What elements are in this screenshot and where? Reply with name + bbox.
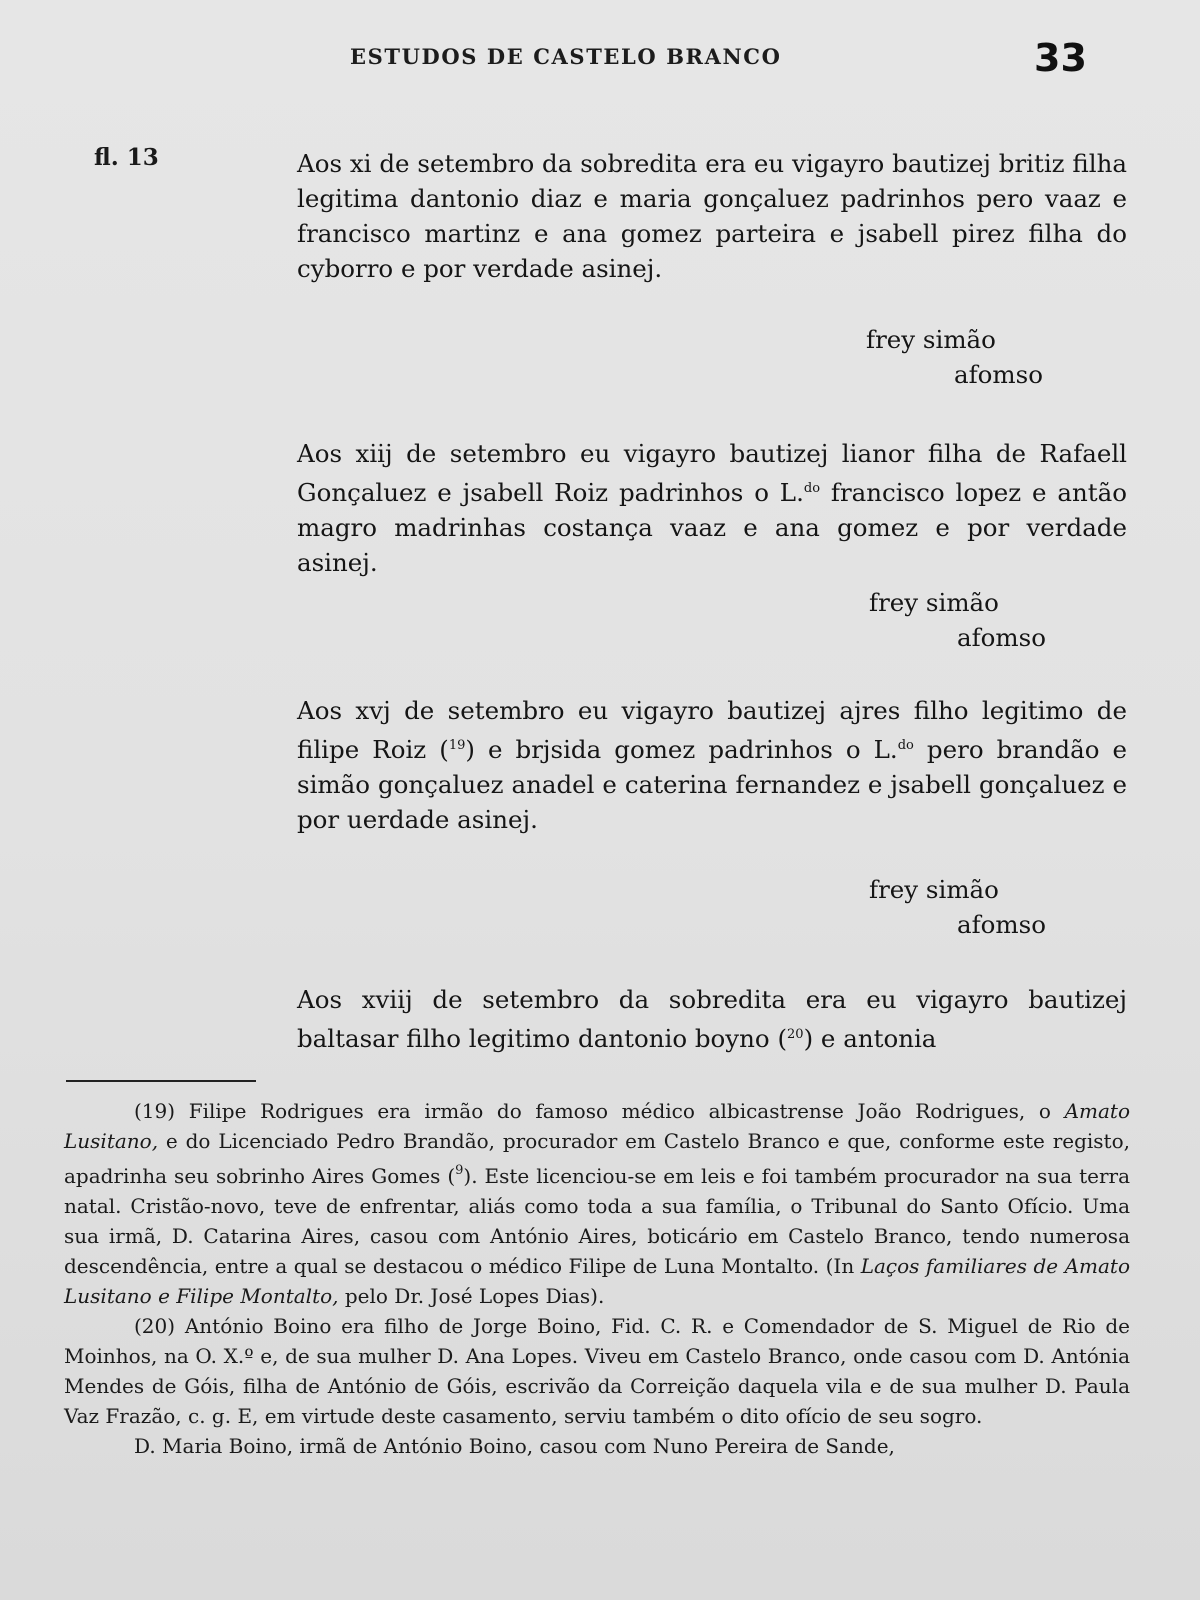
footnote-text: pelo Dr. José Lopes Dias). bbox=[338, 1284, 605, 1308]
footnotes bbox=[64, 1096, 1130, 1461]
entry-text: pero brandão e simão gonçaluez anadel e caterina fernandez e jsabell gonçaluez e por uerdade asinej. bbox=[297, 735, 1127, 834]
baptism-entry-3 bbox=[297, 693, 1127, 837]
page-number: 33 bbox=[1034, 36, 1087, 80]
entry-text: Aos xviij de setembro da sobredita era eu vigayro bautizej baltasar filho legitimo dantonio boyno ( bbox=[297, 985, 1127, 1053]
footnote-continuation: D. Maria Boino, irmã de António Boino, casou com Nuno Pereira de Sande, bbox=[134, 1434, 895, 1458]
footnote-cross-ref: 9 bbox=[455, 1163, 464, 1178]
signature-3 bbox=[869, 872, 1046, 942]
footnote-19 bbox=[64, 1096, 1130, 1311]
signature-name: frey simão bbox=[866, 325, 996, 354]
footnote-italic: Amato Lusitano, bbox=[64, 1099, 1130, 1153]
baptism-entry-1: Aos xi de setembro da sobredita era eu vigayro bautizej britiz filha legitima dantonio diaz e maria gonçaluez padrinhos pero vaaz e francisco martinz e ana gomez parteira e jsabell pirez filha do cyborro e por verdade asinej. bbox=[297, 149, 1127, 283]
entry-text: Aos xiij de setembro eu vigayro bautizej lianor filha de Rafaell Gonçaluez e jsabell Roiz padrinhos o L. bbox=[297, 439, 1127, 507]
footnote-text: António Boino era filho de Jorge Boino, Fid. C. R. e Comendador de S. Miguel de Rio de Moinhos, na O. X.º e, de sua mulher D. Ana Lopes. Viveu em Castelo Branco, onde casou com D. Antónia Mendes de Góis, filha de António de Góis, escrivão da Correição daquela vila e de sua mulher D. Paula Vaz Frazão, c. g. E, em virtude deste casamento, serviu também o dito ofício de seu sogro. bbox=[64, 1314, 1131, 1428]
baptism-entry-4 bbox=[297, 982, 1127, 1056]
footnote-italic: Laços familiares de Amato Lusitano e Filipe Montalto, bbox=[64, 1254, 1130, 1308]
footnote-rule bbox=[66, 1080, 256, 1082]
running-head: ESTUDOS DE CASTELO BRANCO bbox=[350, 44, 782, 69]
signature-name: frey simão bbox=[869, 588, 999, 617]
footnote-ref-19: 19 bbox=[448, 738, 466, 753]
signature-surname: afomso bbox=[957, 910, 1046, 939]
signature-1 bbox=[866, 322, 1043, 392]
superscript-abbrev: do bbox=[803, 481, 821, 496]
signature-name: frey simão bbox=[869, 875, 999, 904]
signature-surname: afomso bbox=[954, 360, 1043, 389]
signature-2 bbox=[869, 585, 1046, 655]
footnote-marker: (19) bbox=[134, 1099, 176, 1123]
footnote-text: e do Licenciado Pedro Brandão, procurador em Castelo Branco e que, conforme este registo, apadrinha seu sobrinho Aires Gomes ( bbox=[64, 1129, 1130, 1188]
superscript-abbrev: do bbox=[897, 738, 914, 753]
entry-text: Aos xvj de setembro eu vigayro bautizej ajres filho legitimo de filipe Roiz ( bbox=[297, 696, 1127, 764]
folio-marker: fl. 13 bbox=[94, 144, 159, 171]
entry-text: ) e antonia bbox=[803, 1024, 937, 1053]
footnote-marker: (20) bbox=[134, 1314, 176, 1338]
footnote-text: Filipe Rodrigues era irmão do famoso médico albicastrense João Rodrigues, o bbox=[188, 1099, 1065, 1123]
footnote-20 bbox=[64, 1311, 1130, 1431]
entry-text: francisco lopez e antão magro madrinhas costança vaaz e ana gomez e por verdade asinej. bbox=[297, 478, 1127, 577]
baptism-entry-2 bbox=[297, 436, 1127, 580]
footnote-text: ). Este licenciou-se em leis e foi também procurador na sua terra natal. Cristão-novo, teve de enfrentar, aliás como toda a sua família, o Tribunal do Santo Ofício. Uma sua irmã, D. Catarina Aires, casou com António Aires, boticário em Castelo Branco, tendo numerosa descendência, entre a qual se destacou o médico Filipe de Luna Montalto. (In bbox=[64, 1164, 1130, 1278]
signature-surname: afomso bbox=[957, 623, 1046, 652]
entry-text: ) e brjsida gomez padrinhos o L. bbox=[465, 735, 898, 764]
footnote-ref-20: 20 bbox=[787, 1027, 804, 1042]
